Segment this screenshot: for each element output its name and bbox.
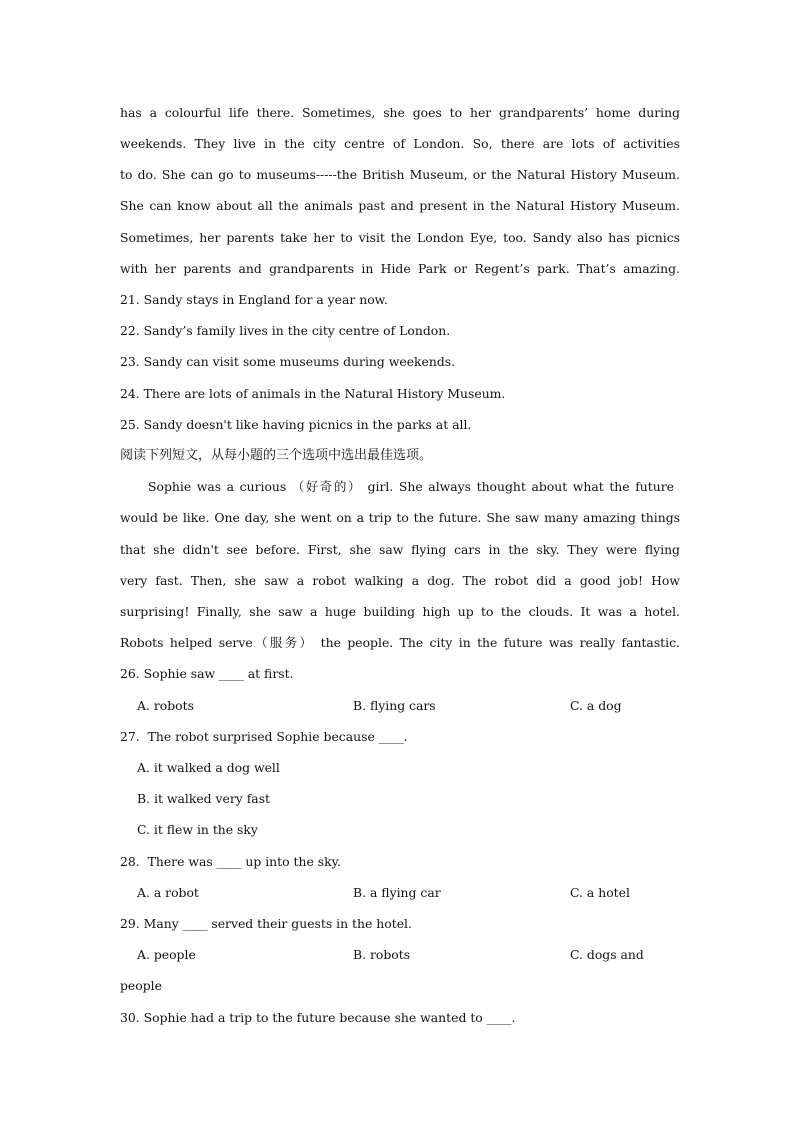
statement-24: 24. There are lots of animals in the Natural History Museum. [120, 386, 506, 401]
statement-23: 23. Sandy can visit some museums during weekends. [120, 354, 456, 369]
question-26-option-a: A. robots [137, 698, 194, 713]
question-29-option-b: B. robots [353, 947, 411, 962]
section-heading: 阅读下列短文，从每小题的三个选项中选出最佳选项。 [120, 448, 433, 463]
question-26-option-c: C. a dog [570, 698, 622, 713]
statement-21: 21. Sandy stays in England for a year now. [120, 292, 388, 307]
statement-22: 22. Sandy’s family lives in the city centre of London. [120, 323, 451, 338]
question-27-option-c: C. it flew in the sky [137, 822, 258, 837]
passage2-line: that she didn't see before. First, she saw flying cars in the sky. They were flying [120, 542, 680, 557]
question-29-option-c-wrap: people [120, 978, 162, 993]
passage1-line: Sometimes, her parents take her to visit the London Eye, too. Sandy also has picnics [120, 230, 680, 245]
question-28-option-c: C. a hotel [570, 885, 630, 900]
passage1-line: to do. She can go to museums-----the British Museum, or the Natural History Museum. [120, 167, 680, 182]
question-28-option-a: A. a robot [137, 885, 199, 900]
question-27-stem: 27. The robot surprised Sophie because ____. [120, 729, 408, 744]
passage2-line: Robots helped serve（服务） the people. The city in the future was really fantastic. [120, 635, 680, 650]
question-30-stem: 30. Sophie had a trip to the future because she wanted to ____. [120, 1010, 516, 1025]
passage2-line: surprising! Finally, she saw a huge building high up to the clouds. It was a hotel. [120, 604, 680, 619]
question-28-option-b: B. a flying car [353, 885, 441, 900]
passage1-line: with her parents and grandparents in Hide Park or Regent’s park. That’s amazing. [120, 261, 680, 276]
passage1-line: She can know about all the animals past and present in the Natural History Museum. [120, 198, 680, 213]
question-26-stem: 26. Sophie saw ____ at first. [120, 666, 294, 681]
question-26-option-b: B. flying cars [353, 698, 436, 713]
question-29-option-a: A. people [137, 947, 196, 962]
passage1-line: weekends. They live in the city centre of London. So, there are lots of activities [120, 136, 680, 151]
question-28-stem: 28. There was ____ up into the sky. [120, 854, 341, 869]
question-29-stem: 29. Many ____ served their guests in the hotel. [120, 916, 412, 931]
passage1-line: has a colourful life there. Sometimes, she goes to her grandparents’ home during [120, 105, 680, 120]
question-29-option-c: C. dogs and [570, 947, 644, 962]
passage2-line: very fast. Then, she saw a robot walking a dog. The robot did a good job! How [120, 573, 680, 588]
question-27-option-b: B. it walked very fast [137, 791, 271, 806]
statement-25: 25. Sandy doesn't like having picnics in the parks at all. [120, 417, 472, 432]
question-27-option-a: A. it walked a dog well [137, 760, 280, 775]
passage2-line: would be like. One day, she went on a trip to the future. She saw many amazing things [120, 510, 680, 525]
passage2-line: Sophie was a curious （好奇的） girl. She always thought about what the future [148, 479, 674, 494]
